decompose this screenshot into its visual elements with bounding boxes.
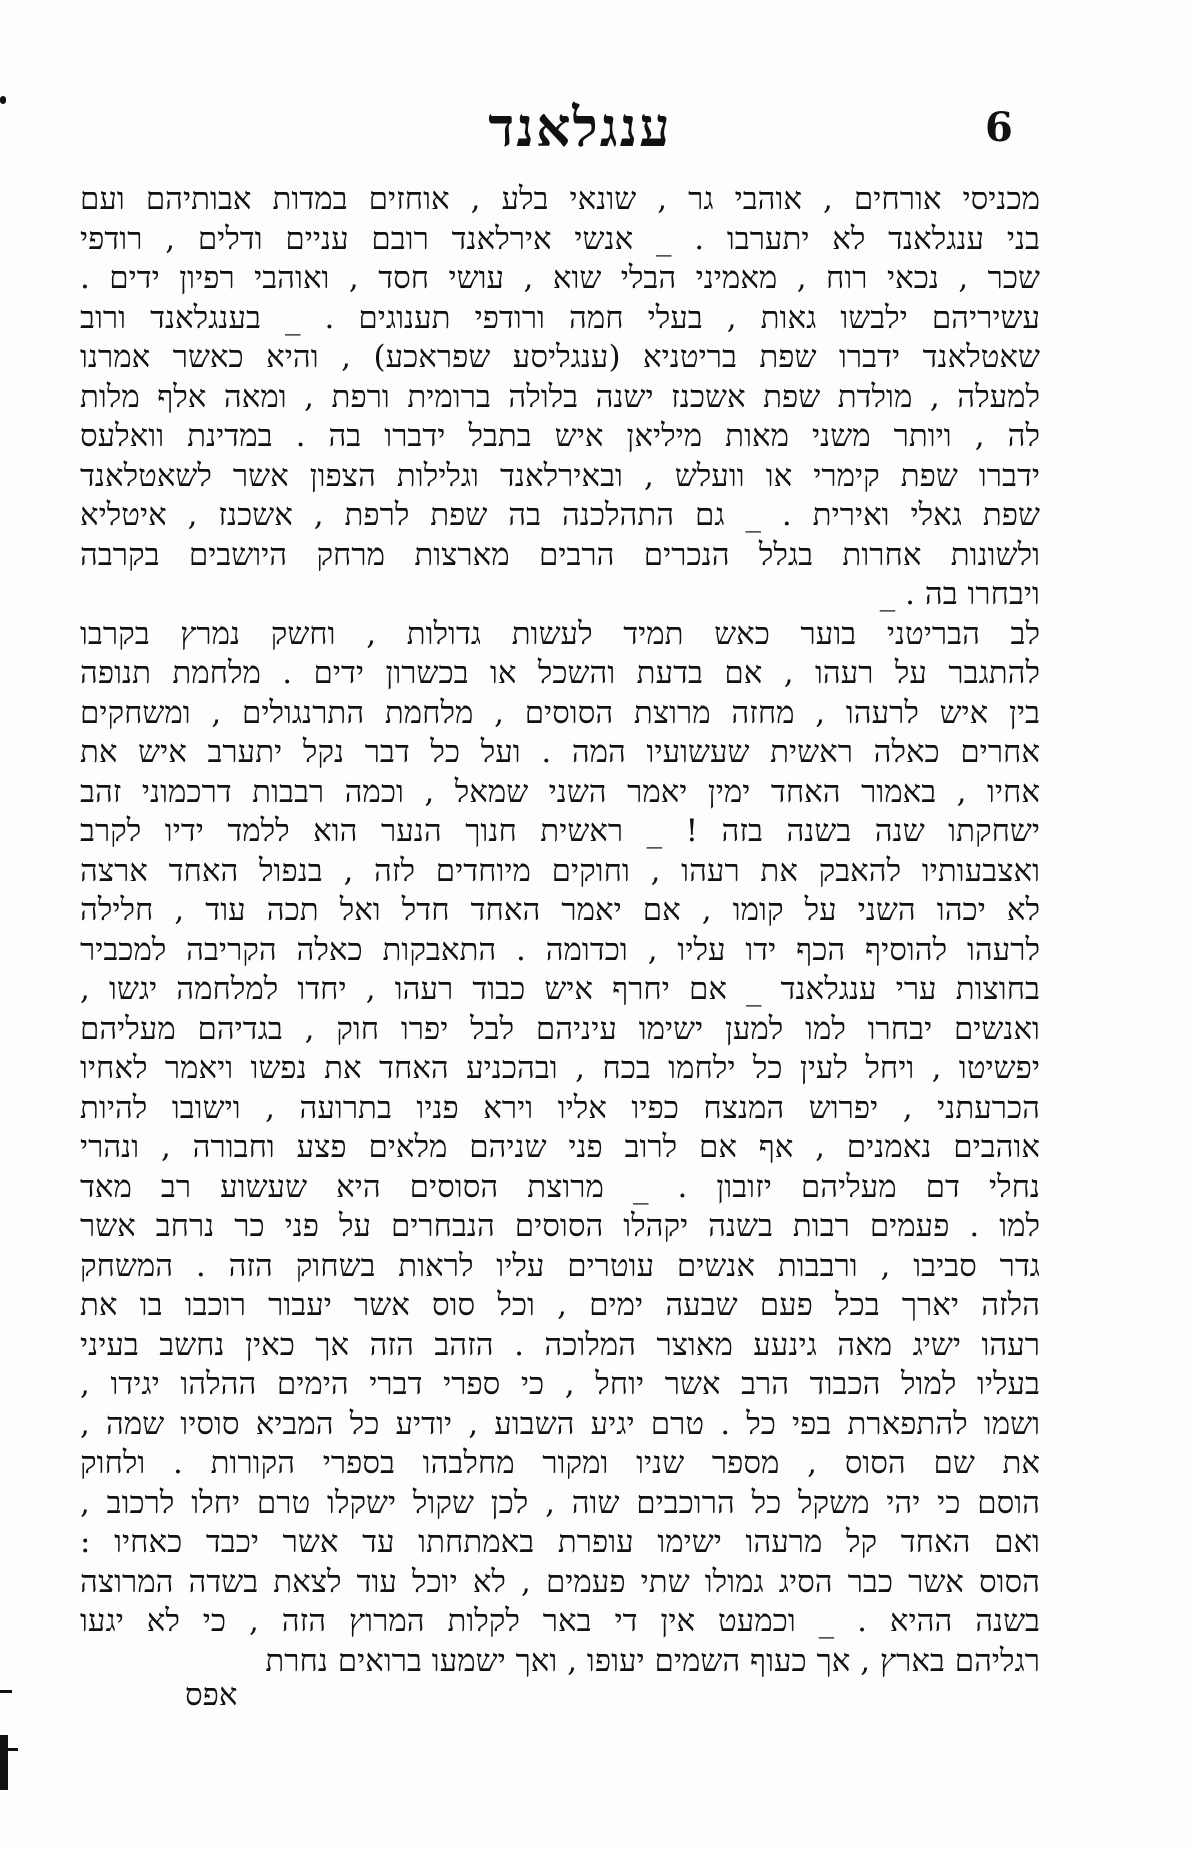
text-line: ואצבעותיו להאבק את רעהו , וחוקים מיוחדים לזה , בנפול האחד ארצה [80,852,1040,889]
text-line: למעלה , מולדת שפת אשכנז ישנה בלולה ברומית ורפת , ומאה אלף מלות [80,378,1040,415]
text-line: הלזה יארך בכל פעם שבעה ימים , וכל סוס אשר יעבור רוכבו בו את [80,1287,1040,1323]
page-title: ענגלאנד [488,95,672,159]
body-text [80,180,1040,1681]
text-line: בשנה ההיא . _ וכמעט אין די באר לקלות המרוץ הזה , כי לא יגעו [80,1603,1040,1639]
text-line: ושמו להתפארת בפי כל . טרם יגיע השבוע , יודיע כל המביא סוסיו שמה , [80,1405,1040,1442]
text-line: בני ענגלאנד לא יתערבו . _ אנשי אירלאנד רובם עניים ודלים , רודפי [80,220,1040,257]
text-line: הסוס אשר כבר הסיג גמולו שתי פעמים , לא יוכל עוד לצאת בשדה המרוצה [80,1563,1040,1600]
text-line: ויבחרו בה . _ [879,576,1040,612]
text-line: נחלי דם מעליהם יזובון . _ מרוצת הסוסים היא שעשוע רב מאד [80,1168,1040,1205]
text-line: לב הבריטני בוער כאש תמיד לעשות גדולות , וחשק נמרץ בקרבו [80,615,1040,652]
text-line: אחיו , באמור האחד ימין יאמר השני שמאל , וכמה רבבות דרכמוני זהב [80,773,1040,810]
text-line: לא יכהו השני על קומו , אם יאמר האחד חדל ואל תכה עוד , חלילה [80,892,1040,928]
text-line: ישחקתו שנה בשנה בזה ! _ ראשית חנוך הנער הוא ללמד ידיו לקרב [80,813,1040,849]
text-line: ואנשים יבחרו למו למען ישימו עיניהם לבל יפרו חוק , בגדיהם מעליהם [80,1010,1040,1047]
catchword: אפס [185,1677,238,1713]
text-line: בחוצות ערי ענגלאנד _ אם יחרף איש כבוד רעהו , יחדו למלחמה יגשו , [80,971,1040,1007]
text-line: מכניסי אורחים , אוהבי גר , שונאי בלע , אוחזים במדות אבותיהם ועם [80,181,1040,217]
scan-edge-mark [0,96,6,104]
text-line: למו . פעמים רבות בשנה יקהלו הסוסים הנבחרים על פני כר נרחב אשר [80,1208,1040,1244]
scan-edge-mark [0,1735,8,1790]
scan-edge-mark [0,1690,12,1693]
text-line: לרעהו להוסיף הכף ידו עליו , וכדומה . התאבקות כאלה הקריבה למכביר [80,931,1040,968]
text-line: שאטלאנד ידברו שפת בריטניא (ענגליסע שפראכע) , והיא כאשר אמרנו [80,339,1040,375]
text-line: שכר , נכאי רוח , מאמיני הבלי שוא , עושי חסד , ואוהבי רפיון ידים . [80,260,1040,296]
text-line: ואם האחד קל מרעהו ישימו עופרת באמתחתו עד אשר יכבד כאחיו : [80,1524,1040,1560]
text-line: את שם הסוס , מספר שניו ומקור מחלבהו בספרי הקורות . ולחוק [80,1445,1040,1481]
text-line: הכרעתני , יפרוש המנצח כפיו אליו וירא פניו בתרועה , וישובו להיות [80,1089,1040,1126]
text-line: שפת גאלי ואירית . _ גם התהלכנה בה שפת לרפת , אשכנז , איטליא [80,497,1040,533]
text-line: ידברו שפת קימרי או וועלש , ובאירלאנד וגלילות הצפון אשר לשאטלאנד [80,457,1040,494]
text-line: בעליו למול הכבוד הרב אשר יוחל , כי ספרי דברי הימים ההלהו יגידו , [80,1366,1040,1402]
text-line: רגליהם בארץ , אך כעוף השמים יעופו , ואך ישמעו ברואים נחרת [265,1642,1040,1679]
text-line: גדר סביבו , ורבבות אנשים עוטרים עליו לראות בשחוק הזה . המשחק [80,1247,1040,1284]
page-number: 6 [985,104,1013,151]
text-line: אחרים כאלה ראשית שעשועיו המה . ועל כל דבר נקל יתערב איש את [80,734,1040,770]
text-line: רעהו ישיג מאה גינעע מאוצר המלוכה . הזהב הזה אך כאין נחשב בעיני [80,1326,1040,1363]
text-line: הוסם כי יהי משקל כל הרוכבים שוה , לכן שקול ישקלו טרם יחלו לרכוב , [80,1484,1040,1521]
text-line: להתגבר על רעהו , אם בדעת והשכל או בכשרון ידים . מלחמת תנופה [80,655,1040,691]
text-line: יפשיטו , ויחל לעין כל ילחמו בכח , ובהכניע האחד את נפשו ויאמר לאחיו [80,1050,1040,1086]
text-line: אוהבים נאמנים , אף אם לרוב פני שניהם מלאים פצע וחבורה , ונהרי [80,1129,1040,1165]
scan-edge-mark [0,1748,18,1751]
text-line: בין איש לרעהו , מחזה מרוצת הסוסים , מלחמת התרנגולים , ומשחקים [80,694,1040,731]
text-line: עשיריהם ילבשו גאות , בעלי חמה ורודפי תענוגים . _ בענגלאנד ורוב [80,299,1040,336]
text-line: לה , ויותר משני מאות מיליאן איש בתבל ידברו בה . במדינת וואלעס [80,418,1040,454]
text-line: ולשונות אחרות בגלל הנכרים הרבים מארצות מרחק היושבים בקרבה [80,536,1040,573]
